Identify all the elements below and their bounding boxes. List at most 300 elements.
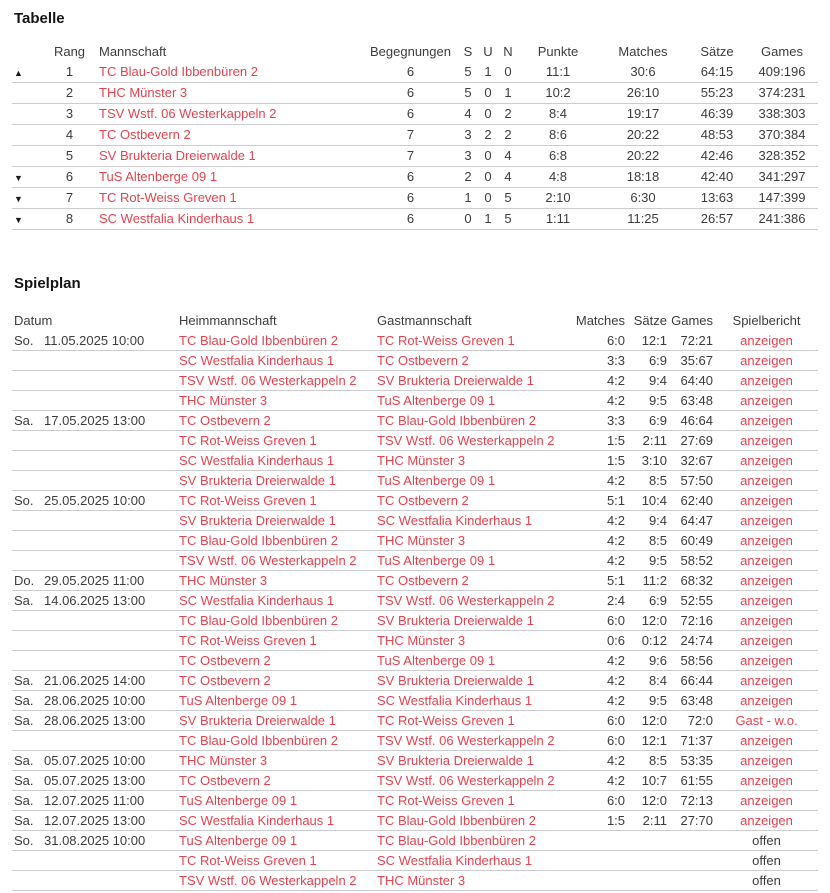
guest-team-link[interactable]: TC Rot-Weiss Greven 1 bbox=[377, 713, 515, 728]
match-day-cell bbox=[12, 731, 42, 751]
match-date-cell: 05.07.2025 13:00 bbox=[42, 771, 177, 791]
match-date-cell: 28.06.2025 10:00 bbox=[42, 691, 177, 711]
punkte-cell: 11:1 bbox=[518, 61, 598, 82]
losses-cell: 2 bbox=[498, 103, 518, 124]
home-team-link[interactable]: TC Ostbevern 2 bbox=[179, 773, 271, 788]
games-cell: 241:386 bbox=[746, 208, 818, 229]
saetze-cell: 26:57 bbox=[688, 208, 746, 229]
spielplan-title: Spielplan bbox=[14, 274, 81, 292]
guest-team-link[interactable]: TC Rot-Weiss Greven 1 bbox=[377, 793, 515, 808]
matches-cell: 3:3 bbox=[565, 351, 627, 371]
matches-cell: 4:2 bbox=[565, 691, 627, 711]
games-cell: 35:67 bbox=[669, 351, 715, 371]
col-header-games: Games bbox=[671, 313, 714, 328]
team-link[interactable]: SC Westfalia Kinderhaus 1 bbox=[99, 211, 255, 226]
losses-cell: 5 bbox=[498, 208, 518, 229]
schedule-header-row bbox=[12, 311, 818, 331]
report-link[interactable]: anzeigen bbox=[740, 513, 793, 528]
begegnungen-cell: 6 bbox=[363, 103, 458, 124]
team-link[interactable]: SV Brukteria Dreierwalde 1 bbox=[99, 148, 256, 163]
match-date-cell bbox=[42, 611, 177, 631]
games-cell: 72:13 bbox=[669, 791, 715, 811]
home-team-link[interactable]: TC Blau-Gold Ibbenbüren 2 bbox=[179, 332, 338, 348]
team-link[interactable]: TuS Altenberge 09 1 bbox=[99, 169, 218, 184]
home-team-link[interactable]: TC Rot-Weiss Greven 1 bbox=[179, 633, 317, 648]
standings-row bbox=[12, 145, 818, 166]
draws-cell: 0 bbox=[478, 103, 498, 124]
games-cell: 52:55 bbox=[669, 591, 715, 611]
matches-cell: 4:2 bbox=[565, 671, 627, 691]
match-date-cell: 12.07.2025 13:00 bbox=[42, 811, 177, 831]
home-team-link[interactable]: THC Münster 3 bbox=[179, 393, 268, 408]
rank-cell: 4 bbox=[42, 124, 97, 145]
match-day-cell bbox=[12, 511, 42, 531]
col-header-punkte: Punkte bbox=[537, 43, 579, 59]
col-header-trend bbox=[12, 41, 42, 61]
games-cell: 27:70 bbox=[669, 811, 715, 831]
schedule-row bbox=[12, 771, 818, 791]
draws-cell: 1 bbox=[478, 61, 498, 82]
wins-cell: 3 bbox=[458, 145, 478, 166]
schedule-row bbox=[12, 471, 818, 491]
home-team-link[interactable]: TuS Altenberge 09 1 bbox=[179, 833, 298, 848]
report-link[interactable]: anzeigen bbox=[740, 493, 793, 508]
guest-team-link[interactable]: TuS Altenberge 09 1 bbox=[377, 653, 496, 668]
guest-team-link[interactable]: SV Brukteria Dreierwalde 1 bbox=[377, 373, 534, 388]
report-status: offen bbox=[752, 853, 781, 868]
report-link[interactable]: anzeigen bbox=[740, 593, 793, 608]
begegnungen-cell: 6 bbox=[363, 82, 458, 103]
matches-cell: 20:22 bbox=[598, 124, 688, 145]
matches-cell: 4:2 bbox=[565, 471, 627, 491]
guest-team-link[interactable]: TC Blau-Gold Ibbenbüren 2 bbox=[377, 413, 536, 428]
team-link[interactable]: THC Münster 3 bbox=[99, 85, 188, 100]
report-link[interactable]: anzeigen bbox=[740, 693, 793, 708]
report-link[interactable]: anzeigen bbox=[740, 393, 793, 408]
report-link[interactable]: Gast - w.o. bbox=[735, 713, 798, 728]
guest-team-link[interactable]: TuS Altenberge 09 1 bbox=[377, 473, 496, 488]
saetze-cell: 12:1 bbox=[627, 731, 669, 751]
match-date-cell: 31.08.2025 10:00 bbox=[42, 831, 177, 851]
match-day-cell: Sa. bbox=[12, 771, 42, 791]
match-date-cell: 12.07.2025 11:00 bbox=[42, 791, 177, 811]
guest-team-link[interactable]: SV Brukteria Dreierwalde 1 bbox=[377, 613, 534, 628]
guest-team-link[interactable]: TC Ostbevern 2 bbox=[377, 573, 469, 588]
games-cell: 57:50 bbox=[669, 471, 715, 491]
match-date-cell bbox=[42, 871, 177, 891]
matches-cell: 1:5 bbox=[565, 811, 627, 831]
col-header-saetze: Sätze bbox=[700, 43, 734, 59]
rank-cell: 6 bbox=[42, 166, 97, 187]
report-link[interactable]: anzeigen bbox=[740, 633, 793, 648]
match-day-cell: So. bbox=[12, 331, 42, 351]
match-day-cell: Sa. bbox=[12, 671, 42, 691]
guest-team-link[interactable]: SC Westfalia Kinderhaus 1 bbox=[377, 693, 533, 708]
match-date-cell: 28.06.2025 13:00 bbox=[42, 711, 177, 731]
match-day-cell: Sa. bbox=[12, 711, 42, 731]
saetze-cell bbox=[627, 851, 669, 871]
report-status: offen bbox=[752, 833, 781, 848]
saetze-cell: 9:4 bbox=[627, 371, 669, 391]
match-day-cell bbox=[12, 371, 42, 391]
games-cell: 64:47 bbox=[669, 511, 715, 531]
guest-team-link[interactable]: TC Blau-Gold Ibbenbüren 2 bbox=[377, 813, 536, 828]
report-link[interactable]: anzeigen bbox=[740, 813, 793, 828]
punkte-cell: 1:11 bbox=[518, 208, 598, 229]
report-link[interactable]: anzeigen bbox=[740, 733, 793, 748]
punkte-cell: 4:8 bbox=[518, 166, 598, 187]
home-team-link[interactable]: TC Ostbevern 2 bbox=[179, 673, 271, 688]
match-day-cell bbox=[12, 531, 42, 551]
col-header-rang: Rang bbox=[53, 43, 86, 59]
match-date-cell bbox=[42, 471, 177, 491]
games-cell bbox=[669, 871, 715, 891]
saetze-cell: 9:5 bbox=[627, 551, 669, 571]
match-date-cell bbox=[42, 511, 177, 531]
rank-cell: 5 bbox=[42, 145, 97, 166]
report-link[interactable]: anzeigen bbox=[740, 433, 793, 448]
saetze-cell: 12:0 bbox=[627, 791, 669, 811]
col-header-heimmannschaft: Heimmannschaft bbox=[179, 313, 277, 328]
match-day-cell bbox=[12, 851, 42, 871]
standings-table bbox=[12, 41, 818, 230]
team-link[interactable]: TSV Wstf. 06 Westerkappeln 2 bbox=[99, 106, 277, 121]
report-link[interactable]: anzeigen bbox=[740, 753, 793, 768]
match-day-cell bbox=[12, 431, 42, 451]
games-cell: 24:74 bbox=[669, 631, 715, 651]
guest-team-link[interactable]: THC Münster 3 bbox=[377, 633, 466, 648]
schedule-row bbox=[12, 531, 818, 551]
match-date-cell bbox=[42, 371, 177, 391]
match-date-cell: 05.07.2025 10:00 bbox=[42, 751, 177, 771]
home-team-link[interactable]: SV Brukteria Dreierwalde 1 bbox=[179, 513, 336, 528]
wins-cell: 0 bbox=[458, 208, 478, 229]
matches-cell: 4:2 bbox=[565, 511, 627, 531]
games-cell: 58:56 bbox=[669, 651, 715, 671]
saetze-cell: 10:7 bbox=[627, 771, 669, 791]
saetze-cell: 46:39 bbox=[688, 103, 746, 124]
guest-team-link[interactable]: TuS Altenberge 09 1 bbox=[377, 393, 496, 408]
schedule-row bbox=[12, 631, 818, 651]
guest-team-link[interactable]: TC Blau-Gold Ibbenbüren 2 bbox=[377, 833, 536, 848]
games-cell: 46:64 bbox=[669, 411, 715, 431]
team-link[interactable]: TC Rot-Weiss Greven 1 bbox=[99, 190, 237, 205]
match-date-cell bbox=[42, 731, 177, 751]
matches-cell: 1:5 bbox=[565, 451, 627, 471]
match-date-cell bbox=[42, 451, 177, 471]
matches-cell: 4:2 bbox=[565, 651, 627, 671]
saetze-cell: 9:5 bbox=[627, 691, 669, 711]
report-link[interactable]: anzeigen bbox=[740, 353, 793, 368]
wins-cell: 1 bbox=[458, 187, 478, 208]
schedule-row bbox=[12, 731, 818, 751]
report-link[interactable]: anzeigen bbox=[740, 673, 793, 688]
match-date-cell bbox=[42, 431, 177, 451]
begegnungen-cell: 6 bbox=[363, 166, 458, 187]
schedule-row bbox=[12, 811, 818, 831]
matches-cell bbox=[565, 831, 627, 851]
home-team-link[interactable]: TuS Altenberge 09 1 bbox=[179, 693, 298, 708]
begegnungen-cell: 6 bbox=[363, 61, 458, 82]
trend-down-icon: ▼ bbox=[14, 173, 23, 183]
draws-cell: 0 bbox=[478, 82, 498, 103]
match-day-cell: So. bbox=[12, 491, 42, 511]
match-date-cell bbox=[42, 531, 177, 551]
games-cell: 58:52 bbox=[669, 551, 715, 571]
home-team-link[interactable]: THC Münster 3 bbox=[179, 753, 268, 768]
spielplan-section bbox=[12, 275, 818, 892]
schedule-row bbox=[12, 671, 818, 691]
guest-team-link[interactable]: THC Münster 3 bbox=[377, 453, 466, 468]
saetze-cell: 9:4 bbox=[627, 511, 669, 531]
saetze-cell: 55:23 bbox=[688, 82, 746, 103]
matches-cell: 11:25 bbox=[598, 208, 688, 229]
schedule-row bbox=[12, 571, 818, 591]
guest-team-link[interactable]: THC Münster 3 bbox=[377, 873, 466, 888]
standings-row bbox=[12, 61, 818, 82]
games-cell: 341:297 bbox=[746, 166, 818, 187]
home-team-link[interactable]: SC Westfalia Kinderhaus 1 bbox=[179, 353, 335, 368]
rank-cell: 2 bbox=[42, 82, 97, 103]
standings-row bbox=[12, 82, 818, 103]
games-cell: 27:69 bbox=[669, 431, 715, 451]
saetze-cell: 8:5 bbox=[627, 471, 669, 491]
report-link[interactable]: anzeigen bbox=[740, 653, 793, 668]
report-link[interactable]: anzeigen bbox=[740, 553, 793, 568]
matches-cell bbox=[565, 851, 627, 871]
guest-team-link[interactable]: TSV Wstf. 06 Westerkappeln 2 bbox=[377, 773, 555, 788]
begegnungen-cell: 6 bbox=[363, 187, 458, 208]
home-team-link[interactable]: TC Blau-Gold Ibbenbüren 2 bbox=[179, 613, 338, 628]
matches-cell: 4:2 bbox=[565, 531, 627, 551]
report-link[interactable]: anzeigen bbox=[740, 413, 793, 428]
match-date-cell bbox=[42, 551, 177, 571]
wins-cell: 5 bbox=[458, 61, 478, 82]
games-cell: 68:32 bbox=[669, 571, 715, 591]
col-header-begegnungen: Begegnungen bbox=[370, 43, 451, 59]
schedule-row bbox=[12, 711, 818, 731]
saetze-cell: 8:5 bbox=[627, 531, 669, 551]
home-team-link[interactable]: TSV Wstf. 06 Westerkappeln 2 bbox=[179, 373, 357, 388]
saetze-cell bbox=[627, 831, 669, 851]
games-cell: 72:16 bbox=[669, 611, 715, 631]
home-team-link[interactable]: SV Brukteria Dreierwalde 1 bbox=[179, 473, 336, 488]
home-team-link[interactable]: SV Brukteria Dreierwalde 1 bbox=[179, 713, 336, 728]
matches-cell: 4:2 bbox=[565, 771, 627, 791]
matches-cell: 6:0 bbox=[565, 611, 627, 631]
matches-cell: 4:2 bbox=[565, 371, 627, 391]
guest-team-link[interactable]: TC Rot-Weiss Greven 1 bbox=[377, 332, 515, 348]
saetze-cell: 42:40 bbox=[688, 166, 746, 187]
punkte-cell: 6:8 bbox=[518, 145, 598, 166]
saetze-cell: 12:1 bbox=[627, 331, 669, 351]
guest-team-link[interactable]: THC Münster 3 bbox=[377, 533, 466, 548]
match-date-cell bbox=[42, 851, 177, 871]
schedule-row bbox=[12, 871, 818, 891]
guest-team-link[interactable]: TSV Wstf. 06 Westerkappeln 2 bbox=[377, 593, 555, 608]
col-header-datum: Datum bbox=[14, 313, 53, 328]
saetze-cell: 8:5 bbox=[627, 751, 669, 771]
games-cell: 72:0 bbox=[669, 711, 715, 731]
losses-cell: 2 bbox=[498, 124, 518, 145]
col-header-games: Games bbox=[761, 43, 803, 59]
saetze-cell bbox=[627, 871, 669, 891]
wins-cell: 2 bbox=[458, 166, 478, 187]
home-team-link[interactable]: TSV Wstf. 06 Westerkappeln 2 bbox=[179, 553, 357, 568]
draws-cell: 2 bbox=[478, 124, 498, 145]
punkte-cell: 8:6 bbox=[518, 124, 598, 145]
match-date-cell bbox=[42, 391, 177, 411]
matches-cell: 4:2 bbox=[565, 391, 627, 411]
match-date-cell: 25.05.2025 10:00 bbox=[42, 491, 177, 511]
saetze-cell: 0:12 bbox=[627, 631, 669, 651]
saetze-cell: 6:9 bbox=[627, 591, 669, 611]
col-header-u: U bbox=[483, 43, 493, 59]
home-team-link[interactable]: TSV Wstf. 06 Westerkappeln 2 bbox=[179, 873, 357, 888]
games-cell: 71:37 bbox=[669, 731, 715, 751]
schedule-row bbox=[12, 851, 818, 871]
report-link[interactable]: anzeigen bbox=[740, 793, 793, 808]
saetze-cell: 48:53 bbox=[688, 124, 746, 145]
match-day-cell bbox=[12, 551, 42, 571]
match-date-cell: 11.05.2025 10:00 bbox=[42, 331, 177, 351]
home-team-link[interactable]: TuS Altenberge 09 1 bbox=[179, 793, 298, 808]
matches-cell bbox=[565, 871, 627, 891]
matches-cell: 19:17 bbox=[598, 103, 688, 124]
match-day-cell: Sa. bbox=[12, 411, 42, 431]
guest-team-link[interactable]: TSV Wstf. 06 Westerkappeln 2 bbox=[377, 733, 555, 748]
guest-team-link[interactable]: TSV Wstf. 06 Westerkappeln 2 bbox=[377, 433, 555, 448]
saetze-cell: 9:6 bbox=[627, 651, 669, 671]
saetze-cell: 42:46 bbox=[688, 145, 746, 166]
saetze-cell: 8:4 bbox=[627, 671, 669, 691]
draws-cell: 1 bbox=[478, 208, 498, 229]
matches-cell: 3:3 bbox=[565, 411, 627, 431]
matches-cell: 2:4 bbox=[565, 591, 627, 611]
report-link[interactable]: anzeigen bbox=[740, 773, 793, 788]
draws-cell: 0 bbox=[478, 187, 498, 208]
home-team-link[interactable]: THC Münster 3 bbox=[179, 573, 268, 588]
home-team-link[interactable]: TC Rot-Weiss Greven 1 bbox=[179, 493, 317, 508]
saetze-cell: 9:5 bbox=[627, 391, 669, 411]
guest-team-link[interactable]: SC Westfalia Kinderhaus 1 bbox=[377, 513, 533, 528]
begegnungen-cell: 7 bbox=[363, 124, 458, 145]
home-team-link[interactable]: SC Westfalia Kinderhaus 1 bbox=[179, 453, 335, 468]
rank-cell: 7 bbox=[42, 187, 97, 208]
match-day-cell bbox=[12, 631, 42, 651]
games-cell: 370:384 bbox=[746, 124, 818, 145]
games-cell: 328:352 bbox=[746, 145, 818, 166]
report-link[interactable]: anzeigen bbox=[740, 533, 793, 548]
games-cell: 409:196 bbox=[746, 61, 818, 82]
saetze-cell: 2:11 bbox=[627, 431, 669, 451]
games-cell: 62:40 bbox=[669, 491, 715, 511]
team-link[interactable]: TC Ostbevern 2 bbox=[99, 127, 191, 142]
matches-cell: 18:18 bbox=[598, 166, 688, 187]
home-team-link[interactable]: TC Blau-Gold Ibbenbüren 2 bbox=[179, 533, 338, 548]
schedule-row bbox=[12, 691, 818, 711]
wins-cell: 5 bbox=[458, 82, 478, 103]
saetze-cell: 12:0 bbox=[627, 611, 669, 631]
games-cell: 66:44 bbox=[669, 671, 715, 691]
guest-team-link[interactable]: SV Brukteria Dreierwalde 1 bbox=[377, 673, 534, 688]
schedule-row bbox=[12, 831, 818, 851]
report-link[interactable]: anzeigen bbox=[740, 453, 793, 468]
games-cell: 72:21 bbox=[669, 331, 715, 351]
home-team-link[interactable]: TC Blau-Gold Ibbenbüren 2 bbox=[179, 733, 338, 748]
schedule-row bbox=[12, 751, 818, 771]
losses-cell: 5 bbox=[498, 187, 518, 208]
saetze-cell: 11:2 bbox=[627, 571, 669, 591]
home-team-link[interactable]: SC Westfalia Kinderhaus 1 bbox=[179, 813, 335, 828]
match-day-cell bbox=[12, 871, 42, 891]
saetze-cell: 6:9 bbox=[627, 351, 669, 371]
guest-team-link[interactable]: SC Westfalia Kinderhaus 1 bbox=[377, 853, 533, 868]
match-day-cell bbox=[12, 611, 42, 631]
match-day-cell bbox=[12, 651, 42, 671]
matches-cell: 26:10 bbox=[598, 82, 688, 103]
col-header-saetze: Sätze bbox=[633, 313, 668, 328]
home-team-link[interactable]: TC Ostbevern 2 bbox=[179, 653, 271, 668]
match-date-cell: 17.05.2025 13:00 bbox=[42, 411, 177, 431]
guest-team-link[interactable]: TC Ostbevern 2 bbox=[377, 493, 469, 508]
home-team-link[interactable]: TC Rot-Weiss Greven 1 bbox=[179, 433, 317, 448]
match-date-cell bbox=[42, 351, 177, 371]
guest-team-link[interactable]: SV Brukteria Dreierwalde 1 bbox=[377, 753, 534, 768]
match-day-cell: Sa. bbox=[12, 591, 42, 611]
matches-cell: 5:1 bbox=[565, 491, 627, 511]
home-team-link[interactable]: SC Westfalia Kinderhaus 1 bbox=[179, 593, 335, 608]
schedule-row bbox=[12, 351, 818, 371]
punkte-cell: 10:2 bbox=[518, 82, 598, 103]
standings-row bbox=[12, 166, 818, 187]
draws-cell: 0 bbox=[478, 166, 498, 187]
team-link[interactable]: TC Blau-Gold Ibbenbüren 2 bbox=[99, 63, 258, 79]
rank-cell: 1 bbox=[42, 61, 97, 82]
report-link[interactable]: anzeigen bbox=[740, 573, 793, 588]
games-cell: 63:48 bbox=[669, 691, 715, 711]
report-link[interactable]: anzeigen bbox=[740, 373, 793, 388]
home-team-link[interactable]: TC Rot-Weiss Greven 1 bbox=[179, 853, 317, 868]
punkte-cell: 2:10 bbox=[518, 187, 598, 208]
matches-cell: 4:2 bbox=[565, 551, 627, 571]
home-team-link[interactable]: TC Ostbevern 2 bbox=[179, 413, 271, 428]
schedule-row bbox=[12, 431, 818, 451]
match-day-cell: Sa. bbox=[12, 751, 42, 771]
match-day-cell: Sa. bbox=[12, 791, 42, 811]
saetze-cell: 2:11 bbox=[627, 811, 669, 831]
standings-row bbox=[12, 187, 818, 208]
report-link[interactable]: anzeigen bbox=[740, 332, 793, 348]
schedule-row bbox=[12, 491, 818, 511]
report-link[interactable]: anzeigen bbox=[740, 473, 793, 488]
schedule-row bbox=[12, 371, 818, 391]
report-link[interactable]: anzeigen bbox=[740, 613, 793, 628]
standings-row bbox=[12, 124, 818, 145]
guest-team-link[interactable]: TC Ostbevern 2 bbox=[377, 353, 469, 368]
games-cell: 53:35 bbox=[669, 751, 715, 771]
losses-cell: 4 bbox=[498, 166, 518, 187]
standings-row bbox=[12, 103, 818, 124]
match-day-cell bbox=[12, 451, 42, 471]
guest-team-link[interactable]: TuS Altenberge 09 1 bbox=[377, 553, 496, 568]
schedule-row bbox=[12, 551, 818, 571]
match-date-cell: 29.05.2025 11:00 bbox=[42, 571, 177, 591]
tabelle-title: Tabelle bbox=[14, 10, 65, 27]
games-cell bbox=[669, 851, 715, 871]
schedule-row bbox=[12, 591, 818, 611]
report-status: offen bbox=[752, 873, 781, 888]
